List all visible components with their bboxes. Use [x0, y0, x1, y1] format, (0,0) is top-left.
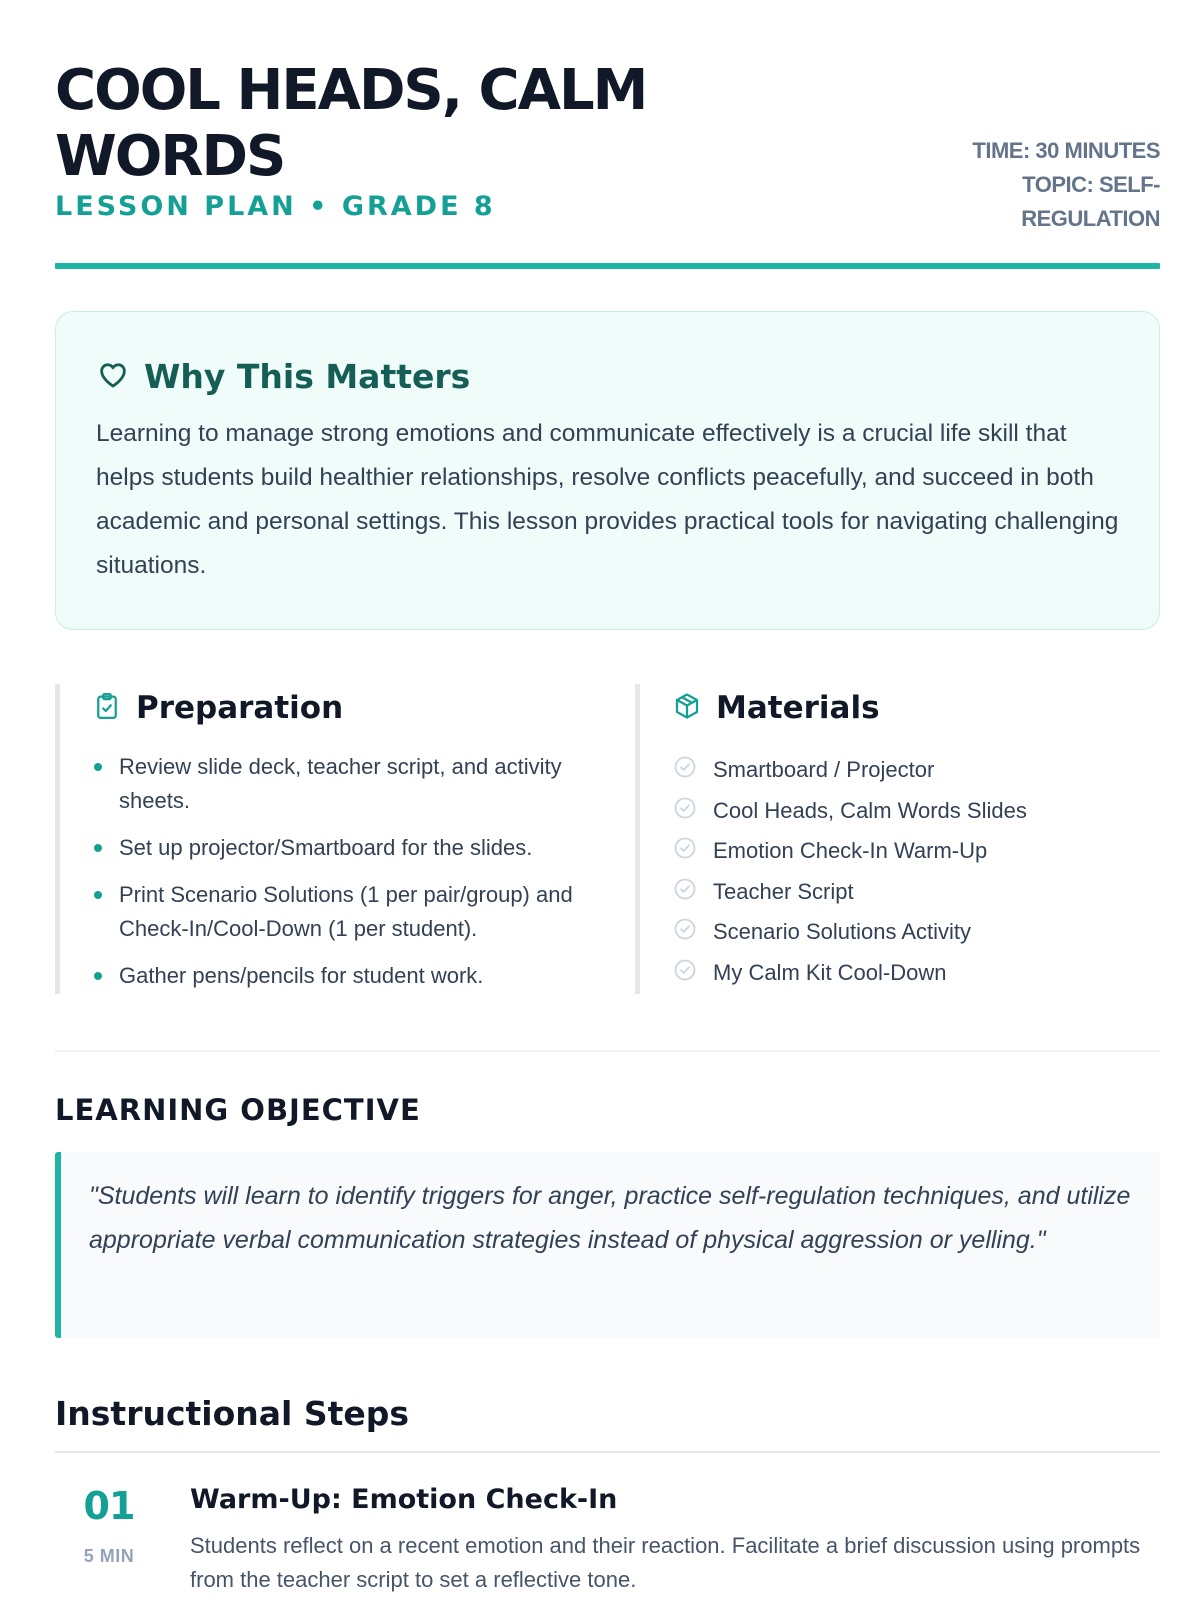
- list-item: [92, 878, 592, 946]
- list-item: [673, 953, 1143, 994]
- list-item-text: My Calm Kit Cool-Down: [713, 959, 947, 985]
- list-item-text: Cool Heads, Calm Words Slides: [713, 797, 1027, 823]
- list-item: [673, 831, 1143, 872]
- learning-objective-quote: [55, 1152, 1160, 1338]
- heart-icon: [96, 357, 130, 396]
- check-circle-icon: [673, 917, 713, 947]
- section-divider: [55, 1050, 1160, 1052]
- list-item: [673, 791, 1143, 832]
- check-circle-icon: [673, 836, 713, 866]
- header-divider: [55, 263, 1160, 269]
- list-item: [673, 912, 1143, 953]
- list-item: [673, 750, 1143, 791]
- page-subtitle: LESSON PLAN • GRADE 8: [55, 191, 496, 222]
- why-title: Why This Matters: [144, 356, 471, 396]
- list-item-text: Smartboard / Projector: [713, 757, 935, 783]
- bullet-dot: [94, 844, 102, 852]
- list-item-text: Scenario Solutions Activity: [713, 919, 972, 945]
- lesson-meta: [930, 134, 1160, 236]
- preparation-title: Preparation: [136, 690, 344, 726]
- learning-objective-heading: LEARNING OBJECTIVE: [55, 1093, 421, 1127]
- materials-list: [673, 750, 1143, 993]
- list-item-text: Set up projector/Smartboard for the slides.: [119, 835, 533, 860]
- lesson-plan-page: [55, 0, 1160, 1600]
- why-this-matters-card: [55, 311, 1160, 630]
- list-item: [673, 872, 1143, 913]
- step-duration: 5 MIN: [83, 1546, 135, 1566]
- materials-section: [635, 684, 1160, 994]
- preparation-section: [55, 684, 615, 994]
- check-circle-icon: [673, 958, 713, 988]
- box-icon: [672, 691, 702, 726]
- step-title: Warm-Up: Emotion Check-In: [190, 1484, 618, 1515]
- bullet-dot: [94, 763, 102, 771]
- list-item: [92, 959, 592, 993]
- list-item-text: Emotion Check-In Warm-Up: [713, 838, 988, 864]
- time-meta: TIME: 30 MINUTES: [972, 138, 1160, 163]
- instructional-steps-heading: Instructional Steps: [55, 1394, 410, 1433]
- bullet-dot: [94, 891, 102, 899]
- clipboard-check-icon: [92, 691, 122, 726]
- page-title: COOL HEADS, CALM WORDS: [55, 58, 647, 189]
- preparation-list: [92, 750, 592, 1006]
- preparation-header: [92, 688, 343, 728]
- list-item: [92, 831, 592, 865]
- list-item: [92, 750, 592, 818]
- list-item-text: Print Scenario Solutions (1 per pair/group) and Check-In/Cool-Down (1 per student).: [119, 882, 573, 941]
- list-item-text: Gather pens/pencils for student work.: [119, 963, 484, 988]
- header: [55, 58, 1160, 270]
- step-number: 01: [83, 1484, 135, 1528]
- materials-title: Materials: [716, 690, 880, 726]
- check-circle-icon: [673, 877, 713, 907]
- topic-meta: TOPIC: SELF-REGULATION: [1021, 172, 1160, 231]
- why-header: [96, 356, 470, 396]
- steps-divider: [55, 1451, 1160, 1453]
- list-item-text: Review slide deck, teacher script, and activity sheets.: [119, 754, 562, 813]
- step-description: Students reflect on a recent emotion and their reaction. Facilitate a brief discussion using prompts from the teacher script to set a reflective tone.: [190, 1533, 1141, 1592]
- check-circle-icon: [673, 755, 713, 785]
- check-circle-icon: [673, 796, 713, 826]
- learning-objective-text: "Students will learn to identify triggers for anger, practice self-regulation techniques, and utilize appropriate verbal communication strategies instead of physical aggression or yelling.": [89, 1182, 1131, 1254]
- why-body: Learning to manage strong emotions and communicate effectively is a crucial life skill that helps students build healthier relationships, resolve conflicts peacefully, and succeed in both academic and personal settings. This lesson provides practical tools for navigating challenging situations.: [96, 420, 1119, 579]
- list-item-text: Teacher Script: [713, 878, 854, 904]
- materials-header: [672, 688, 880, 728]
- bullet-dot: [94, 972, 102, 980]
